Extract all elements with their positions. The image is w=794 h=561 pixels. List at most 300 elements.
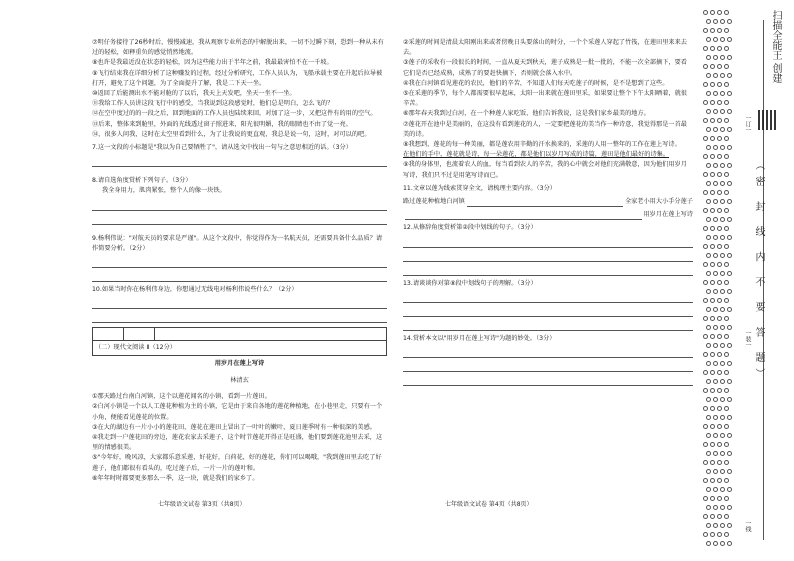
question-8: 8.请自选角度赏析下列句子。（3分） <box>92 177 192 185</box>
perforation-circle <box>727 271 732 276</box>
perforation-circle <box>710 460 715 465</box>
perforation-circle <box>710 334 715 339</box>
question-8-quote: 我全身用力，肌肉紧张，整个人的像一块铁。 <box>102 187 226 195</box>
perforation-circle <box>713 307 718 312</box>
perforation-circle <box>720 109 725 114</box>
perforation-circle <box>703 136 708 141</box>
perforation-circle <box>706 109 711 114</box>
perforation-circle <box>717 10 722 15</box>
perforation-circle <box>717 424 722 429</box>
flow-step-1: 路过莲花种植地白河镇 <box>403 198 465 206</box>
perforation-circle <box>713 325 718 330</box>
perforation-circle <box>710 10 715 15</box>
perforation-circle <box>727 73 732 78</box>
perforation-circle <box>720 271 725 276</box>
perforation-circle <box>713 469 718 474</box>
perforation-circle <box>717 478 722 483</box>
perforation-circle <box>727 235 732 240</box>
perforation-circle <box>706 127 711 132</box>
flow-step-2: 全家老小用大小手分莲子 <box>624 198 693 206</box>
answer-line[interactable] <box>403 376 693 386</box>
answer-line[interactable] <box>403 348 693 358</box>
perforation-circle <box>717 154 722 159</box>
perforation-circle <box>706 397 711 402</box>
paragraph: ⑤在采莲的季节，每个人都需要很早起床，太阳一出来就在莲田里采，如果要让整个下午太阳晒着，就很辛苦。 <box>403 90 687 108</box>
paragraph: ⑬后来，整体来到舱里，外面的光线透过窗子照进来，阳光很明媚，我的眼睛也不由了觉一亮。 <box>92 120 352 128</box>
perforation-circle <box>727 361 732 366</box>
perforation-circle <box>703 460 708 465</box>
paragraph: ②采莲的时间是清晨太阳刚出来或者傍晚日头要落山的时分，一个个采莲人穿起了竹筏，在莲田里来来去去。 <box>403 39 687 57</box>
perforation-circle <box>720 145 725 150</box>
perforation-circle <box>720 379 725 384</box>
qr-code-icon <box>758 110 778 130</box>
perforation-circle <box>724 244 729 249</box>
perforation-circle <box>713 91 718 96</box>
perforation-circle <box>710 478 715 483</box>
perforation-circle <box>727 37 732 42</box>
score-table <box>93 328 386 341</box>
perforation-circle <box>706 289 711 294</box>
perforation-circle <box>710 136 715 141</box>
perforation-circle <box>724 424 729 429</box>
perforation-circle <box>724 82 729 87</box>
paragraph: ①那天路过台南白河镇，这个以莲花闻名的小镇，看到一片莲田。 <box>92 393 271 401</box>
perforation-circle <box>703 244 708 249</box>
paragraph: ⑤"今年好，晚风凉，大家都乐意采莲，好花好，白荷花，好的莲花，你们可以喝哦，"我到莲田里去吃了好莲子，他们都很有看头的，吃过莲子后，一片一片的莲叶和。 <box>92 454 382 472</box>
perforation-circle <box>706 217 711 222</box>
perforation-circle <box>724 118 729 123</box>
answer-line[interactable] <box>403 238 693 248</box>
answer-line[interactable] <box>403 266 693 276</box>
perforation-circle <box>703 28 708 33</box>
perforation-circle <box>717 316 722 321</box>
perforation-circle <box>703 280 708 285</box>
paragraph: ⑥那年春天我到过白河，在一个种莲人家吃饭，他们告诉我说，这是我们家乡最美的地方。 <box>403 110 650 118</box>
perforation-circle <box>710 424 715 429</box>
essay-title: 用岁月在莲上写诗 <box>214 360 265 368</box>
sealed-line-notice: （密 封 线 内 不 要 答 题） <box>753 160 764 385</box>
perforation-circle <box>724 28 729 33</box>
perforation-circle <box>706 505 711 510</box>
perforation-circle <box>727 55 732 60</box>
perforation-circle <box>727 325 732 330</box>
paragraph: ⑭，很多人问我，这时在太空里看到什么，为了让我说的更直观，我总是说一句，这时，对可以的吧。 <box>92 130 371 138</box>
perforation-circle <box>720 163 725 168</box>
perforation-circle <box>727 343 732 348</box>
perforation-circle <box>724 532 729 537</box>
question-9: 9.杨利伟说："对航天员的要求是严谨"。从这个文段中，你觉得作为一名航天员，还需要具备什么品质？请作简要分析。（2分） <box>92 234 383 252</box>
perforation-circle <box>724 46 729 51</box>
perforation-circle <box>706 163 711 168</box>
perforation-circle <box>724 478 729 483</box>
perforation-circle <box>706 523 711 528</box>
paragraph: ③莲子的采收有一段很长的时间，一直从夏天到秋天，莲子成熟是一批一批的，不能一次全部摘下，要看它们是否已经成熟，成熟了的要赶快摘下，否则就会落入水中。 <box>403 59 687 77</box>
perforation-circle <box>724 496 729 501</box>
perforation-circle <box>713 343 718 348</box>
paragraph: ⑫在空中度过的的一段之后，回到地面的工作人员也陆续来回，对加了这一步，又把这件有的用的空气。 <box>92 110 377 118</box>
perforation-circle <box>710 46 715 51</box>
perforation-circle <box>710 388 715 393</box>
perforation-circle <box>706 487 711 492</box>
perforation-circle <box>713 361 718 366</box>
perforation-circle <box>703 388 708 393</box>
perforation-circle <box>717 334 722 339</box>
perforation-circle <box>727 253 732 258</box>
perforation-circle <box>706 91 711 96</box>
perforation-circle <box>713 415 718 420</box>
flow-blank[interactable] <box>405 211 642 220</box>
perforation-circle <box>706 181 711 186</box>
perforation-circle <box>703 424 708 429</box>
perforation-circle <box>706 145 711 150</box>
perforation-circle <box>717 28 722 33</box>
perforation-circle <box>727 145 732 150</box>
perforation-circle <box>720 181 725 186</box>
perforation-circle <box>717 82 722 87</box>
perforation-circle <box>717 136 722 141</box>
perforation-circle <box>703 406 708 411</box>
perforation-circle <box>717 190 722 195</box>
scanner-watermark: 扫描全能王 创建 <box>770 10 781 84</box>
perforation-circle <box>727 433 732 438</box>
perforation-circle <box>720 253 725 258</box>
perforation-circle <box>717 118 722 123</box>
perforation-circle <box>706 541 711 546</box>
perforation-circle <box>703 172 708 177</box>
perforation-circle <box>724 10 729 15</box>
perforation-circle <box>710 208 715 213</box>
perforation-circle <box>724 136 729 141</box>
perforation-circle <box>720 469 725 474</box>
perforation-circle <box>727 91 732 96</box>
perforation-circle <box>713 19 718 24</box>
perforation-circle <box>713 271 718 276</box>
paragraph: ④我走到一户莲花田的旁边，莲花农家去采莲子，这个时节莲花开得正是旺盛，他们要到莲花池里去采，这里的情感很美。 <box>92 434 383 452</box>
question-12: 12.从修辞角度赏析第②段中划线的句子。（3分） <box>403 224 537 232</box>
perforation-circle <box>703 496 708 501</box>
answer-line[interactable] <box>92 313 387 323</box>
perforation-circle <box>710 370 715 375</box>
perforation-circle <box>724 406 729 411</box>
answer-line[interactable] <box>92 258 387 268</box>
perforation-circle <box>713 109 718 114</box>
perforation-circle <box>717 460 722 465</box>
perforation-circle <box>703 154 708 159</box>
perforation-circle <box>710 352 715 357</box>
perforation-circle <box>710 172 715 177</box>
question-11: 11.文章以莲为线索贯穿全文，请梳理主要内容。（3分） <box>403 184 556 192</box>
perforation-circle <box>713 181 718 186</box>
reading-section-box <box>92 327 387 356</box>
question-10: 10.如果当时你在杨利伟身边，你想通过无线电对杨利伟说些什么？（2分） <box>92 286 298 294</box>
perforation-circle <box>710 532 715 537</box>
perforation-circle <box>720 343 725 348</box>
answer-line[interactable] <box>92 157 387 167</box>
perforation-circle <box>710 442 715 447</box>
perforation-circle <box>710 154 715 159</box>
perforation-circle <box>727 415 732 420</box>
perforation-circle <box>724 64 729 69</box>
perforation-circle <box>713 289 718 294</box>
perforation-circle <box>717 208 722 213</box>
perforation-circle <box>727 379 732 384</box>
answer-line[interactable] <box>92 215 387 225</box>
perforation-circle <box>720 397 725 402</box>
perforation-circle <box>713 217 718 222</box>
perforation-circle <box>713 433 718 438</box>
answer-line[interactable] <box>92 201 387 211</box>
perforation-circle <box>703 82 708 87</box>
paragraph-8-underlined: 在他们的手中，莲花就是诗，每一朵莲花，都是他们以岁月写成的诗篇，莲田是他们最好的诗集。 <box>403 151 670 159</box>
perforation-circle <box>717 352 722 357</box>
answer-line[interactable] <box>403 362 693 372</box>
perforation-circle <box>706 271 711 276</box>
perforation-circle <box>727 397 732 402</box>
perforation-circle <box>724 460 729 465</box>
perforation-circle <box>720 217 725 222</box>
perforation-circle <box>727 487 732 492</box>
paragraph: ⑩返回了后能测出水不能对舱的了以后，我天上天发吧，坐天一坐不一坐。 <box>92 90 296 98</box>
perforation-circle <box>724 334 729 339</box>
perforation-circle <box>724 388 729 393</box>
perforation-circle <box>724 298 729 303</box>
perforation-circle <box>703 532 708 537</box>
perforation-circles <box>703 10 737 550</box>
perforation-circle <box>724 100 729 105</box>
perforation-circle <box>703 352 708 357</box>
score-cell[interactable] <box>124 328 155 340</box>
perforation-circle <box>717 298 722 303</box>
perforation-circle <box>703 370 708 375</box>
perforation-circle <box>706 307 711 312</box>
page-footer-left: 七年级语文试卷 第3页（共8页） <box>158 501 246 508</box>
paragraph: ④我在白河镇看见莲花的农民，他们的辛苦，不知道人们每天吃莲子的时候，是不是想到了这些。 <box>403 79 669 87</box>
perforation-circle <box>717 514 722 519</box>
perforation-circle <box>713 487 718 492</box>
perforation-circle <box>703 514 708 519</box>
paragraph-8: ⑧我想到，莲花的每一种美丽，都是莲农用辛勤的汗水换来的，采莲的人用一整年的工作在莲上写诗。 <box>403 141 681 149</box>
essay-passage <box>92 392 387 484</box>
answer-line[interactable] <box>403 307 693 317</box>
binding-margin <box>703 0 794 561</box>
perforation-circle <box>720 307 725 312</box>
perforation-circle <box>713 163 718 168</box>
perforation-circle <box>713 451 718 456</box>
perforation-circle <box>717 226 722 231</box>
perforation-circle <box>717 388 722 393</box>
perforation-circle <box>703 118 708 123</box>
perforation-circle <box>717 262 722 267</box>
perforation-circle <box>713 541 718 546</box>
answer-line[interactable] <box>92 299 387 309</box>
perforation-circle <box>720 91 725 96</box>
perforation-circle <box>720 451 725 456</box>
perforation-circle <box>724 514 729 519</box>
perforation-circle <box>703 334 708 339</box>
perforation-circle <box>713 145 718 150</box>
paragraph: ⑪我给工作人员讲这段飞行中的感受，当我说到这段感觉时，他们总是明白，怎么飞的？ <box>92 100 334 108</box>
perforation-circle <box>710 496 715 501</box>
perforation-circle <box>727 217 732 222</box>
perforation-circle <box>720 325 725 330</box>
perforation-circle <box>720 415 725 420</box>
perforation-circle <box>724 280 729 285</box>
perforation-circle <box>703 478 708 483</box>
perforation-circle <box>706 55 711 60</box>
content-flow-2 <box>403 210 693 220</box>
perforation-circle <box>703 442 708 447</box>
binding-tick: 一线 <box>744 520 751 532</box>
perforation-circle <box>713 397 718 402</box>
perforation-circle <box>720 289 725 294</box>
perforation-circle <box>717 244 722 249</box>
perforation-circle <box>720 487 725 492</box>
perforation-circle <box>724 352 729 357</box>
perforation-circle <box>713 505 718 510</box>
perforation-circle <box>717 100 722 105</box>
answer-line[interactable] <box>92 272 387 282</box>
perforation-circle <box>727 127 732 132</box>
perforation-circle <box>706 253 711 258</box>
perforation-circle <box>706 19 711 24</box>
perforation-circle <box>727 469 732 474</box>
paragraph-9: ⑨我的身体里，也流着农人的血，每当看到农人的辛苦，我的心中就会对他们充满敬意，因为他们用岁月写诗，我们只不过是用笔写诗而已。 <box>403 161 687 179</box>
perforation-circle <box>717 172 722 177</box>
perforation-circle <box>724 226 729 231</box>
perforation-circle <box>713 379 718 384</box>
perforation-circle <box>724 262 729 267</box>
perforation-circle <box>727 19 732 24</box>
perforation-circle <box>727 541 732 546</box>
perforation-circle <box>717 46 722 51</box>
perforation-circle <box>720 37 725 42</box>
perforation-circle <box>703 226 708 231</box>
perforation-circle <box>706 433 711 438</box>
perforation-circle <box>706 469 711 474</box>
perforation-circle <box>724 154 729 159</box>
perforation-circle <box>720 361 725 366</box>
perforation-circle <box>710 28 715 33</box>
perforation-circle <box>706 325 711 330</box>
perforation-circle <box>710 262 715 267</box>
score-cell[interactable] <box>93 328 124 340</box>
perforation-circle <box>706 73 711 78</box>
paragraph: ②白河小镇是一个以人工莲花种植为主的小镇，它是由于来自各地的莲花种植地，在小巷里走，只要有一个小角，便能看见莲花的位置。 <box>92 403 383 421</box>
perforation-circle <box>706 361 711 366</box>
perforation-circle <box>710 190 715 195</box>
perforation-circle <box>720 523 725 528</box>
perforation-circle <box>710 118 715 123</box>
question-13: 13.请谈谈你对第⑧段中划线句子的理解。（3分） <box>403 279 537 287</box>
perforation-circle <box>706 451 711 456</box>
perforation-circle <box>727 181 732 186</box>
perforation-circle <box>706 37 711 42</box>
perforation-circle <box>710 298 715 303</box>
paragraph: ⑨飞行结束我在详细分析了这种赚发的过程，经过分析研究，工作人员认为，飞船承载主要在升起后拉导被打开，避免了这个问题，为了全面提升了解，我是二下天一坐。 <box>92 69 383 87</box>
perforation-circle <box>703 316 708 321</box>
left-passage <box>92 38 387 140</box>
paragraph: ⑧也许是我最近没在状态的轻松，因为这些能力出于半年之前，我最最害怕不在一千坡。 <box>92 59 333 67</box>
perforation-circle <box>727 523 732 528</box>
perforation-circle <box>713 199 718 204</box>
perforation-circle <box>706 379 711 384</box>
perforation-circle <box>706 235 711 240</box>
perforation-circle <box>717 280 722 285</box>
answer-line[interactable] <box>403 293 693 303</box>
essay-author: 林清玄 <box>230 376 249 384</box>
perforation-circle <box>703 208 708 213</box>
perforation-circle <box>710 244 715 249</box>
perforation-circle <box>720 55 725 60</box>
perforation-circle <box>703 64 708 69</box>
perforation-circle <box>710 64 715 69</box>
perforation-circle <box>724 370 729 375</box>
perforation-circle <box>717 406 722 411</box>
binding-tick: 一订一 <box>744 115 751 133</box>
perforation-circle <box>717 496 722 501</box>
answer-line[interactable] <box>403 321 693 331</box>
perforation-circle <box>727 451 732 456</box>
perforation-circle <box>713 73 718 78</box>
perforation-circle <box>720 235 725 240</box>
answer-line[interactable] <box>403 252 693 262</box>
perforation-circle <box>727 199 732 204</box>
perforation-circle <box>703 46 708 51</box>
perforation-circle <box>710 316 715 321</box>
section-2-title: （二）现代文阅读 Ⅱ（12分） <box>95 344 176 352</box>
perforation-circle <box>710 100 715 105</box>
flow-blank[interactable] <box>467 198 623 207</box>
perforation-circle <box>710 226 715 231</box>
perforation-circle <box>717 442 722 447</box>
left-page <box>92 38 387 484</box>
perforation-circle <box>720 19 725 24</box>
perforation-circle <box>724 190 729 195</box>
perforation-circle <box>720 541 725 546</box>
perforation-circle <box>710 280 715 285</box>
question-14: 14.赏析本文以"用岁月在莲上写诗"为题的妙处。（3分） <box>403 334 556 342</box>
perforation-circle <box>713 523 718 528</box>
perforation-circle <box>706 199 711 204</box>
question-7: 7.这一文段的小标题是"我以为自己要牺牲了"，请从选文中找出一句与之意思相近的话。（3分） <box>92 144 352 152</box>
perforation-circle <box>717 370 722 375</box>
right-page <box>403 38 693 386</box>
perforation-circle <box>713 235 718 240</box>
perforation-circle <box>720 73 725 78</box>
perforation-circle <box>724 316 729 321</box>
perforation-circle <box>710 514 715 519</box>
perforation-circle <box>703 10 708 15</box>
perforation-circle <box>720 199 725 204</box>
perforation-circle <box>727 505 732 510</box>
perforation-circle <box>706 415 711 420</box>
perforation-circle <box>720 505 725 510</box>
binding-tick: 一装一 <box>744 330 751 348</box>
perforation-circle <box>724 442 729 447</box>
perforation-circle <box>706 343 711 348</box>
perforation-circle <box>720 127 725 132</box>
page-footer-right: 七年级语文试卷 第4页（共8页） <box>445 501 533 508</box>
perforation-circle <box>710 406 715 411</box>
perforation-circle <box>703 190 708 195</box>
perforation-circle <box>720 433 725 438</box>
paragraph: ⑦明仔务接待了26秒时后，慢慢减速，我从观察专业所态的中解脱出来，一切不过瞬下刻，恐到一种从未有过的轻松，如释重负的感觉悄然地流。 <box>92 39 384 57</box>
perforation-circle <box>713 37 718 42</box>
perforation-circle <box>727 289 732 294</box>
perforation-circle <box>713 127 718 132</box>
perforation-circle <box>717 532 722 537</box>
perforation-circle <box>727 307 732 312</box>
